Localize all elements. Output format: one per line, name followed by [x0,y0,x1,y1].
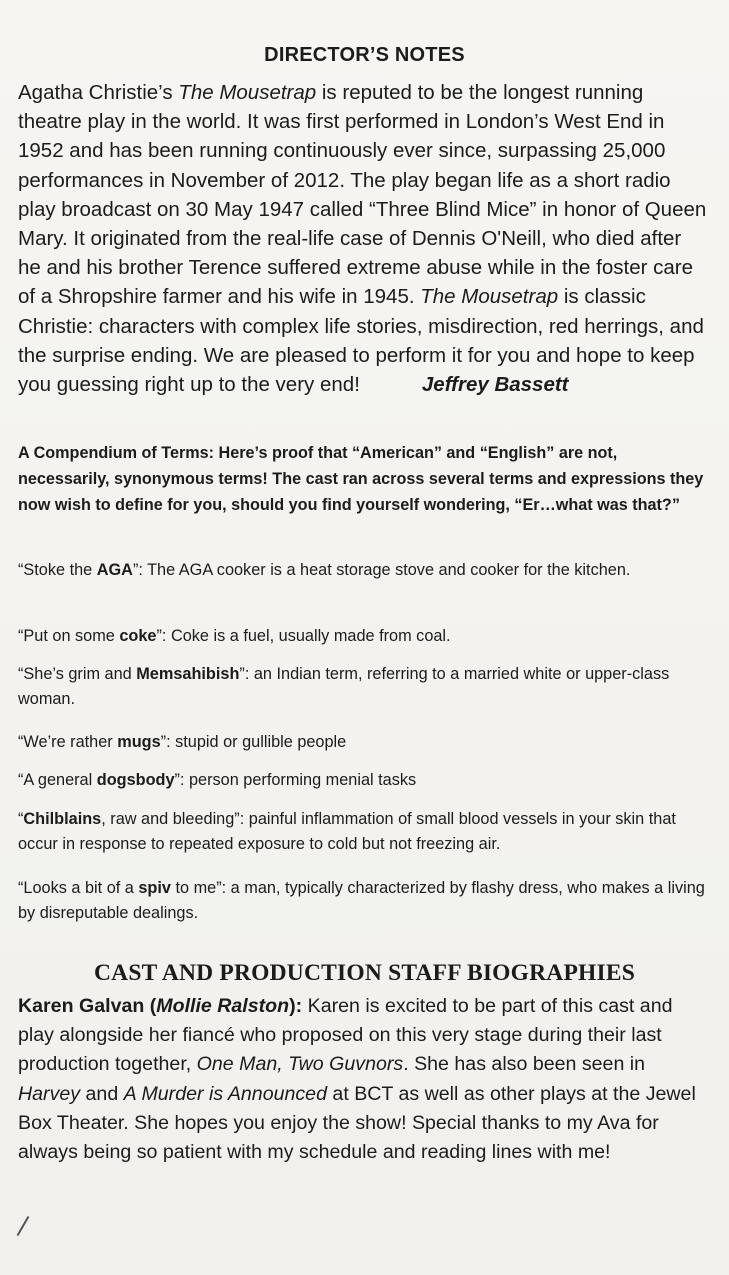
term-word: Memsahibish [136,665,240,683]
notes-play-title-1: The Mousetrap [178,81,317,104]
notes-text-2: is reputed to be the longest running theatre play in the world. It was first performed in London’s West End in 1952 and has been running continuously ever since, surpassing 25,000 performances in November of 2012. The play began life as a short radio play broadcast on 30 May 1947 called “Three Blind Mice” in honor of Queen Mary. It originated from the real-life case of Dennis O'Neill, who died after he and his brother Terence suffered extreme abuse while in the foster care of a Shropshire farmer and his wife in 1945. [18,81,707,309]
term-coke [18,624,708,649]
bio-play-1: One Man, Two Guvnors [196,1053,404,1076]
bio-text-3: and [80,1082,124,1105]
term-word: mugs [117,733,161,751]
directors-notes-title: DIRECTOR’S NOTES [264,44,465,66]
term-definition: to me”: a man, typically characterized by flashy dress, who makes a living by disreputable dealings. [18,879,705,922]
term-pre: “Put on some [18,627,120,645]
term-definition: ”: Coke is a fuel, usually made from coal. [156,627,451,645]
term-pre: “Looks a bit of a [18,879,139,897]
term-pre: “A general [18,771,97,789]
bio-text-1: Karen is excited to be part of this cast and play alongside her fiancé who proposed on this very stage during their last production together, [18,995,673,1076]
directors-notes-text [18,78,708,399]
term-definition: ”: stupid or gullible people [160,733,347,751]
term-chilblains [18,807,708,857]
bio-play-2: Harvey [18,1082,81,1105]
term-definition: , raw and bleeding”: painful inflammation of small blood vessels in your skin that occur in response to repeated exposure to cold but not freezing air. [18,810,676,853]
term-word: Chilblains [23,810,102,828]
term-aga [18,558,708,583]
term-definition: ”: The AGA cooker is a heat storage stove and cooker for the kitchen. [132,561,631,579]
bio-role: Mollie Ralston [156,995,290,1017]
term-pre: “We’re rather [18,733,118,751]
bio-text-4: at BCT as well as other plays at the Jewel Box Theater. She hopes you enjoy the show! Special thanks to my Ava for always being so patient with my schedule and reading lines with me! [18,1082,696,1164]
term-definition: ”: an Indian term, referring to a married white or upper-class woman. [18,665,670,708]
term-word: spiv [138,879,171,897]
term-definition: ”: person performing menial tasks [174,771,417,789]
cast-biographies-title: CAST AND PRODUCTION STAFF BIOGRAPHIES [93,960,635,986]
pen-mark [17,1216,30,1236]
bio-play-3: A Murder is Announced [123,1082,327,1105]
bio-text-2: . She has also been seen in [403,1053,646,1076]
director-signature: Jeffrey Bassett [421,373,569,397]
term-spiv [18,876,708,926]
term-word: dogsbody [96,771,175,789]
notes-text-1: Agatha Christie’s [18,81,179,104]
term-mugs [18,730,708,755]
bio-name-end: ): [289,995,303,1017]
compendium-intro: A Compendium of Terms: Here’s proof that “American” and “English” are not, necessarily, synonymous terms! The cast ran across several terms and expressions they now wish to define for you, should you find yourself wondering, “Er…what was that?” [18,444,704,514]
bio-karen-galvan [18,992,708,1167]
term-pre: “Stoke the [18,561,97,579]
term-pre: “ [18,810,24,828]
term-pre: “She’s grim and [18,665,137,683]
notes-play-title-2: The Mousetrap [420,285,559,309]
term-word: AGA [96,561,133,579]
term-dogsbody [18,768,708,793]
bio-name: Karen Galvan ( [18,995,157,1017]
term-word: coke [119,627,157,645]
term-memsahibish [18,662,708,712]
notes-text-3: is classic Christie: characters with complex life stories, misdirection, red herrings, and the surprise ending. We are pleased to perform it for you and hope to keep you guessing right up to the very end! [18,285,704,397]
